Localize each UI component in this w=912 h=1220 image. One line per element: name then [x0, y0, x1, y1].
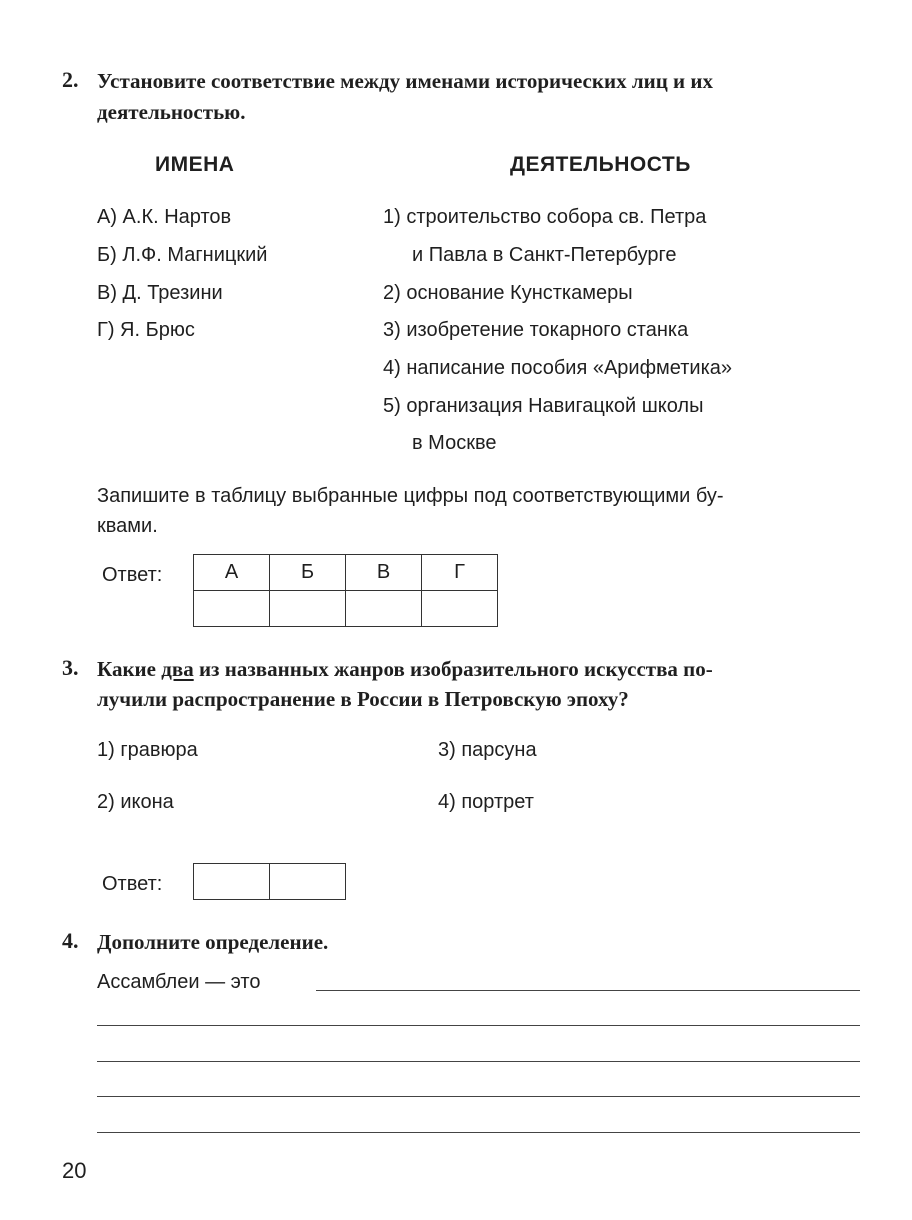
answer-cell-g[interactable]	[422, 591, 498, 627]
answer-header-v: В	[346, 555, 422, 591]
activity-item-1: 1) строительство собора св. Петра	[383, 206, 707, 228]
q3-text-line2: лучили распространение в России в Петровскую эпоху?	[97, 687, 629, 711]
q4-text: Дополните определение.	[97, 930, 329, 954]
activity-header: ДЕЯТЕЛЬНОСТЬ	[510, 153, 691, 176]
answer-header-a: А	[194, 555, 270, 591]
q2-number: 2.	[62, 67, 79, 92]
activity-item-5: 5) организация Навигацкой школы	[383, 395, 704, 417]
name-item-g: Г) Я. Брюс	[97, 319, 195, 341]
q2-answer-label: Ответ:	[102, 564, 163, 586]
q4-number: 4.	[62, 928, 79, 953]
q2-instruction-line2: квами.	[97, 515, 158, 537]
activity-item-2: 2) основание Кунсткамеры	[383, 282, 633, 304]
q3-number: 3.	[62, 655, 79, 680]
answer-cell-v[interactable]	[346, 591, 422, 627]
activity-item-4: 4) написание пособия «Арифметика»	[383, 357, 733, 379]
name-item-b: Б) Л.Ф. Магницкий	[97, 244, 268, 266]
q4-answer-line-4[interactable]	[97, 1096, 860, 1097]
q3-option-2: 2) икона	[97, 791, 174, 813]
answer-cell-a[interactable]	[194, 591, 270, 627]
q2-instruction-line1: Запишите в таблицу выбранные цифры под соответствующими бу-	[97, 485, 724, 507]
q4-answer-line-5[interactable]	[97, 1132, 860, 1133]
name-item-a: А) А.К. Нартов	[97, 206, 232, 228]
answer-header-g: Г	[422, 555, 498, 591]
answer-cell-b[interactable]	[270, 591, 346, 627]
name-item-v: В) Д. Трезини	[97, 282, 223, 304]
q3-text-post: из названных жанров изобразительного искусства по-	[193, 657, 713, 681]
q2-text-line1: Установите соответствие между именами исторических лиц и их	[97, 69, 713, 93]
q2-text-line2: деятельностью.	[97, 100, 246, 124]
page-number: 20	[62, 1158, 87, 1183]
q3-option-4: 4) портрет	[438, 791, 534, 813]
q3-answer-table	[193, 863, 346, 900]
activity-item-5-cont: в Москве	[412, 432, 497, 454]
q3-answer-cell-1[interactable]	[194, 864, 270, 900]
q3-text-line1	[97, 654, 713, 684]
q3-option-3: 3) парсуна	[438, 739, 537, 761]
q3-answer-cell-2[interactable]	[270, 864, 346, 900]
q4-answer-line-2[interactable]	[97, 1025, 860, 1026]
activity-item-3: 3) изобретение токарного станка	[383, 319, 689, 341]
q4-prompt: Ассамблеи — это	[97, 971, 261, 993]
q3-answer-label: Ответ:	[102, 873, 163, 895]
q2-answer-table	[193, 554, 498, 627]
activity-item-1-cont: и Павла в Санкт-Петербурге	[412, 244, 677, 266]
q4-answer-line-3[interactable]	[97, 1061, 860, 1062]
q3-text-pre: Какие	[97, 657, 162, 681]
answer-header-b: Б	[270, 555, 346, 591]
q4-answer-line-1[interactable]	[316, 990, 860, 991]
q3-option-1: 1) гравюра	[97, 739, 198, 761]
q3-text-underlined: два	[161, 657, 194, 681]
names-header: ИМЕНА	[155, 153, 235, 176]
